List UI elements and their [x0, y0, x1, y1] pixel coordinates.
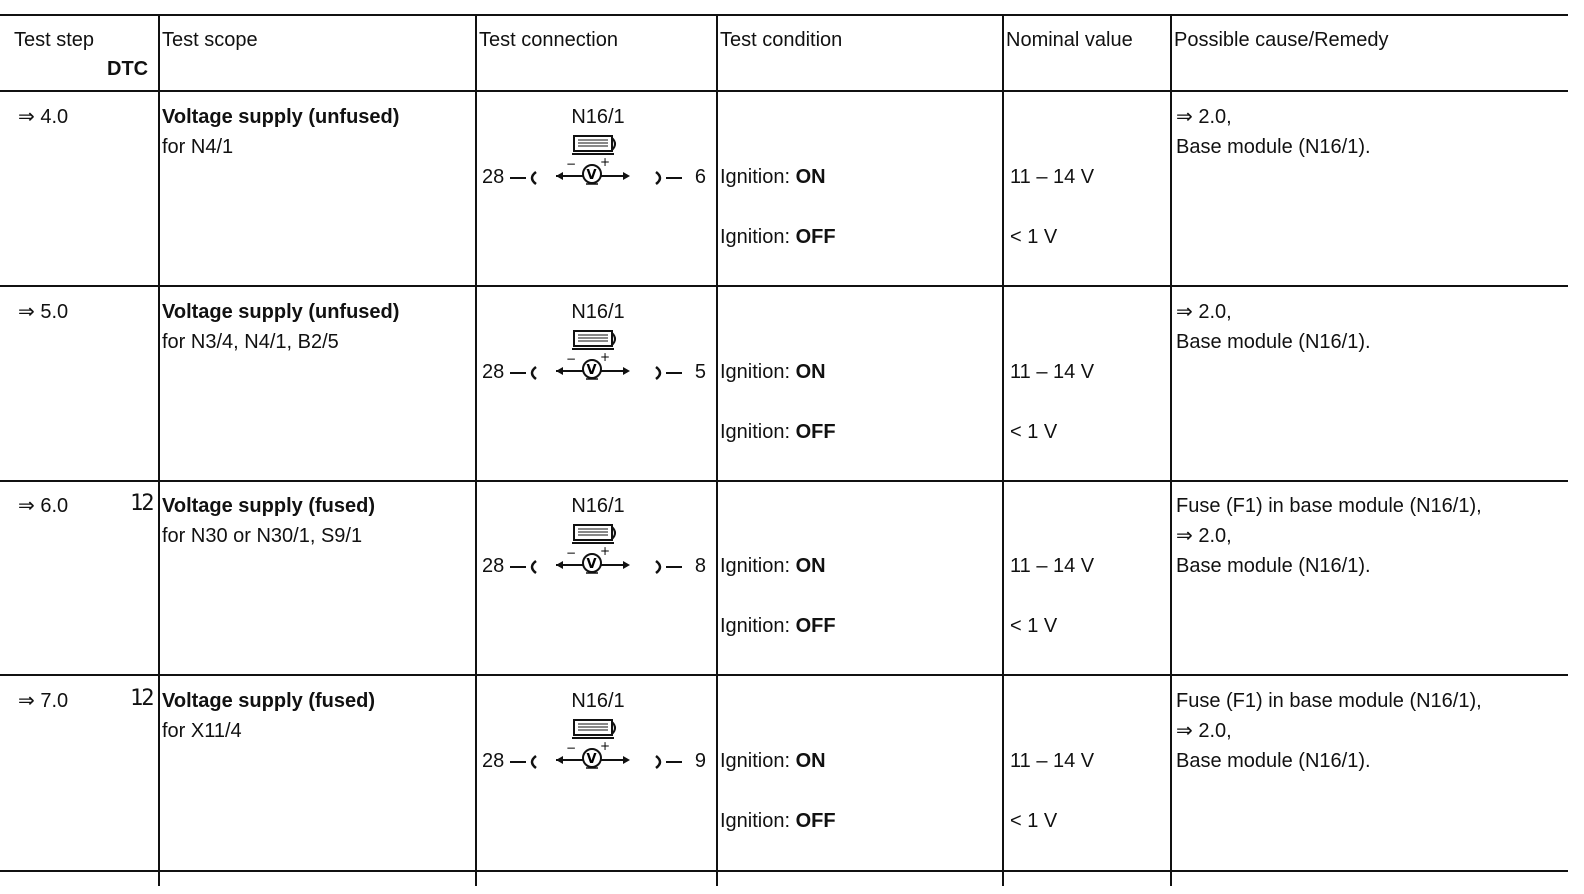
cause-line: Base module (N16/1).: [1176, 331, 1371, 353]
control-module-icon: [572, 525, 615, 543]
nominal-value-off: < 1 V: [1010, 810, 1058, 832]
control-module-icon: [572, 331, 615, 349]
test-step: ⇒ 5.0: [18, 301, 69, 323]
pin-left: 28: [482, 750, 505, 772]
pin-left: 28: [482, 361, 505, 383]
cause-line: ⇒ 2.0,: [1176, 525, 1232, 547]
header-nominal-value: Nominal value: [1006, 29, 1133, 51]
test-step: ⇒ 6.0: [18, 495, 69, 517]
dtc-code: 12: [130, 491, 153, 516]
condition-value: ON: [795, 555, 826, 577]
pin-left: 28: [482, 555, 505, 577]
test-connection-diagram: [476, 102, 716, 202]
condition-label: Ignition:: [720, 555, 796, 577]
condition-ignition-on: [720, 746, 826, 776]
table-bottom-border: [0, 870, 1568, 872]
module-label: N16/1: [571, 301, 625, 323]
nominal-value-on: 11 – 14 V: [1010, 166, 1095, 188]
svg-text:+: +: [600, 350, 611, 364]
cause-line: Base module (N16/1).: [1176, 750, 1371, 772]
scope-detail: for N4/1: [162, 136, 234, 158]
condition-ignition-on: [720, 357, 826, 387]
module-label: N16/1: [571, 106, 625, 128]
condition-value: OFF: [795, 226, 836, 248]
svg-text:−: −: [566, 741, 577, 755]
condition-label: Ignition:: [720, 166, 796, 188]
scope-detail: for N30 or N30/1, S9/1: [162, 525, 363, 547]
pin-right: 5: [694, 361, 706, 383]
scope-detail: for X11/4: [162, 720, 242, 742]
condition-value: OFF: [795, 810, 836, 832]
condition-value: ON: [795, 166, 826, 188]
left-connector: [510, 367, 536, 379]
test-step: ⇒ 7.0: [18, 690, 69, 712]
scope-detail: for N3/4, N4/1, B2/5: [162, 331, 339, 353]
row-border: [0, 674, 1568, 676]
condition-value: OFF: [795, 615, 836, 637]
condition-ignition-off: [720, 806, 836, 836]
cause-line: Base module (N16/1).: [1176, 555, 1371, 577]
column-divider: [158, 14, 160, 886]
possible-cause: [1176, 491, 1482, 581]
svg-text:V: V: [586, 557, 597, 572]
column-divider: [1002, 14, 1004, 886]
scope-title: Voltage supply (fused): [162, 495, 375, 517]
test-connection-diagram: [476, 297, 716, 397]
nominal-value-on: 11 – 14 V: [1010, 361, 1095, 383]
nominal-value-on: 11 – 14 V: [1010, 555, 1095, 577]
right-connector: [656, 561, 682, 573]
header-test-connection: Test connection: [479, 29, 618, 51]
cause-line: ⇒ 2.0,: [1176, 301, 1232, 323]
left-connector: [510, 756, 536, 768]
test-connection-diagram: [476, 491, 716, 591]
right-connector: [656, 172, 682, 184]
control-module-icon: [572, 720, 615, 738]
possible-cause: [1176, 102, 1371, 162]
condition-value: ON: [795, 361, 826, 383]
condition-label: Ignition:: [720, 810, 796, 832]
column-divider: [716, 14, 718, 886]
voltmeter-icon: [556, 739, 630, 768]
dtc-code: 12: [130, 686, 153, 711]
nominal-value-off: < 1 V: [1010, 615, 1058, 637]
scope-title: Voltage supply (fused): [162, 690, 375, 712]
header-dtc: DTC: [107, 58, 149, 80]
voltmeter-icon: [556, 155, 630, 184]
right-connector: [656, 756, 682, 768]
connection-graphic: [476, 297, 716, 397]
module-label: N16/1: [571, 690, 625, 712]
cause-line: Fuse (F1) in base module (N16/1),: [1176, 495, 1482, 517]
condition-value: OFF: [795, 421, 836, 443]
cause-line: ⇒ 2.0,: [1176, 106, 1232, 128]
header-test-step: Test step: [14, 29, 95, 51]
svg-text:V: V: [586, 752, 597, 767]
right-connector: [656, 367, 682, 379]
test-step: ⇒ 4.0: [18, 106, 69, 128]
possible-cause: [1176, 297, 1371, 357]
nominal-value-on: 11 – 14 V: [1010, 750, 1095, 772]
scope-title: Voltage supply (unfused): [162, 301, 400, 323]
left-connector: [510, 561, 536, 573]
cause-line: Base module (N16/1).: [1176, 136, 1371, 158]
condition-label: Ignition:: [720, 615, 796, 637]
connection-graphic: [476, 686, 716, 786]
left-connector: [510, 172, 536, 184]
svg-text:−: −: [566, 157, 577, 171]
scope-title: Voltage supply (unfused): [162, 106, 400, 128]
pin-right: 8: [694, 555, 706, 577]
voltmeter-icon: [556, 350, 630, 379]
condition-label: Ignition:: [720, 361, 796, 383]
connection-graphic: [476, 102, 716, 202]
header-test-condition: Test condition: [720, 29, 843, 51]
table-top-border: [0, 14, 1568, 16]
header-bottom-border: [0, 90, 1568, 92]
condition-ignition-off: [720, 417, 836, 447]
svg-text:+: +: [600, 544, 611, 558]
header-possible-cause: Possible cause/Remedy: [1174, 29, 1389, 51]
pin-right: 9: [694, 750, 706, 772]
cause-line: ⇒ 2.0,: [1176, 720, 1232, 742]
column-divider: [1170, 14, 1172, 886]
cause-line: Fuse (F1) in base module (N16/1),: [1176, 690, 1482, 712]
condition-value: ON: [795, 750, 826, 772]
condition-label: Ignition:: [720, 750, 796, 772]
nominal-value-off: < 1 V: [1010, 226, 1058, 248]
connection-graphic: [476, 491, 716, 591]
svg-text:+: +: [600, 739, 611, 753]
svg-text:V: V: [586, 168, 597, 183]
module-label: N16/1: [571, 495, 625, 517]
row-border: [0, 285, 1568, 287]
condition-ignition-off: [720, 222, 836, 252]
condition-ignition-off: [720, 611, 836, 641]
row-border: [0, 480, 1568, 482]
nominal-value-off: < 1 V: [1010, 421, 1058, 443]
condition-label: Ignition:: [720, 421, 796, 443]
condition-label: Ignition:: [720, 226, 796, 248]
voltmeter-icon: [556, 544, 630, 573]
possible-cause: [1176, 686, 1482, 776]
control-module-icon: [572, 136, 615, 154]
condition-ignition-on: [720, 551, 826, 581]
pin-left: 28: [482, 166, 505, 188]
condition-ignition-on: [720, 162, 826, 192]
svg-text:−: −: [566, 546, 577, 560]
header-test-scope: Test scope: [162, 29, 258, 51]
test-connection-diagram: [476, 686, 716, 786]
pin-right: 6: [694, 166, 706, 188]
svg-text:−: −: [566, 352, 577, 366]
svg-text:+: +: [600, 155, 611, 169]
svg-text:V: V: [586, 363, 597, 378]
